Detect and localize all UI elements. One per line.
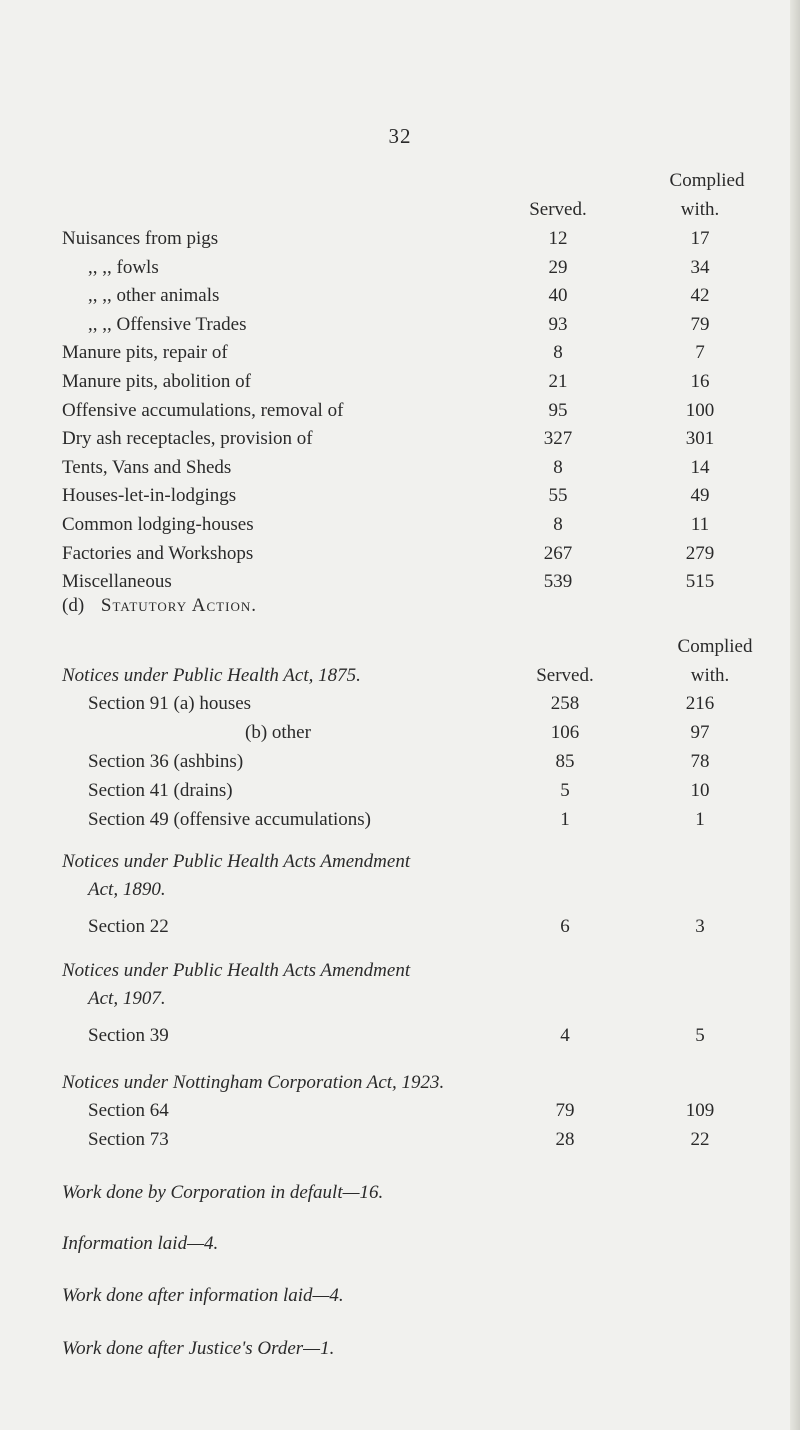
act1-row-complied: 78 <box>690 751 710 772</box>
act1-row-label: Section 41 (drains) <box>88 780 233 801</box>
act1-row <box>0 780 800 808</box>
nuisances-row-label: Miscellaneous <box>62 571 172 593</box>
nuisances-row <box>0 285 800 313</box>
nuisances-row-label: ,, ,, fowls <box>88 256 159 278</box>
complied-header-bottom: with. <box>680 199 720 220</box>
nuisances-row-complied: 279 <box>685 542 715 564</box>
nuisances-row-label: Common lodging-houses <box>62 514 254 535</box>
nuisances-row-complied: 49 <box>690 485 710 507</box>
nuisances-row-label: Factories and Workshops <box>62 542 254 564</box>
act1-row-label: Section 49 (offensive accumulations) <box>88 809 371 830</box>
footnote-default: Work done by Corporation in default—16. <box>62 1182 384 1203</box>
statutory-heading-text: Statutory Action. <box>100 595 257 616</box>
act1-row-served: 85 <box>555 751 575 772</box>
nuisances-row <box>0 457 800 485</box>
nuisances-row-label: Manure pits, repair of <box>62 342 228 364</box>
nuisances-row-complied: 42 <box>690 285 710 307</box>
nuisances-row-complied: 7 <box>695 342 705 364</box>
nuisances-row-label: Nuisances from pigs <box>62 228 219 249</box>
statutory-heading-prefix: (d) <box>62 595 85 616</box>
nuisances-row <box>0 428 800 456</box>
nuisances-row-complied: 100 <box>685 399 715 421</box>
nuisances-row-served: 12 <box>548 228 568 249</box>
act1-row-label: (b) other <box>245 722 311 743</box>
act2-title-line1: Notices under Public Health Acts Amendment <box>62 851 411 872</box>
nuisances-row <box>0 371 800 399</box>
act1-title: Notices under Public Health Act, 1875. <box>62 665 361 686</box>
act4-row-label: Section 73 <box>88 1128 169 1150</box>
nuisances-row-complied: 16 <box>690 371 710 392</box>
act1-complied-header-bottom: with. <box>690 665 730 686</box>
nuisances-row-label: Houses-let-in-lodgings <box>62 485 237 507</box>
act1-row-complied: 10 <box>690 780 710 801</box>
act2-row-served: 6 <box>560 916 570 937</box>
nuisances-row-complied: 11 <box>690 514 710 535</box>
nuisances-row <box>0 314 800 342</box>
act1-row-complied: 216 <box>685 693 715 714</box>
nuisances-row <box>0 400 800 428</box>
act1-row <box>0 693 800 721</box>
act4-row <box>0 1100 800 1128</box>
nuisances-row-label: ,, ,, Offensive Trades <box>88 313 247 335</box>
act1-row-complied: 1 <box>695 809 705 830</box>
nuisances-row-served: 267 <box>543 542 573 564</box>
footnote-work-after-order: Work done after Justice's Order—1. <box>62 1338 335 1359</box>
nuisances-row-served: 40 <box>548 285 568 307</box>
nuisances-row-served: 93 <box>548 313 568 335</box>
act1-served-header: Served. <box>536 665 594 686</box>
nuisances-row-served: 55 <box>548 485 568 507</box>
nuisances-row-served: 327 <box>543 428 573 450</box>
nuisances-row-served: 21 <box>548 371 568 392</box>
act3-title-line1: Notices under Public Health Acts Amendment <box>62 960 411 981</box>
act1-row <box>0 722 800 750</box>
nuisances-row <box>0 514 800 542</box>
nuisances-row-complied: 17 <box>690 228 710 249</box>
page-edge-shadow <box>790 0 800 1430</box>
act4-row-served: 28 <box>555 1128 575 1150</box>
act3-row-complied: 5 <box>695 1025 705 1046</box>
footnote-work-after-information: Work done after information laid—4. <box>62 1285 344 1306</box>
statutory-heading <box>62 595 257 617</box>
nuisances-row <box>0 342 800 370</box>
act3-row-label: Section 39 <box>88 1025 169 1046</box>
nuisances-row-complied: 515 <box>685 571 715 593</box>
act4-title: Notices under Nottingham Corporation Act, 1923. <box>62 1072 445 1093</box>
act1-row-label: Section 91 (a) houses <box>88 693 252 714</box>
act3-title-line2: Act, 1907. <box>88 988 166 1009</box>
nuisances-row <box>0 485 800 513</box>
act1-row-label: Section 36 (ashbins) <box>88 751 244 772</box>
act1-row-served: 1 <box>560 809 570 830</box>
act2-row-complied: 3 <box>695 916 705 937</box>
act2-row-label: Section 22 <box>88 916 169 937</box>
nuisances-row-complied: 79 <box>690 313 710 335</box>
act1-row-served: 106 <box>550 722 580 743</box>
page-number: 32 <box>388 124 412 148</box>
nuisances-row-served: 8 <box>553 514 563 535</box>
act1-complied-header-top: Complied <box>677 636 753 657</box>
act2-row <box>0 916 800 944</box>
act1-row <box>0 751 800 779</box>
act1-row-served: 258 <box>550 693 580 714</box>
nuisances-row <box>0 228 800 256</box>
act3-row <box>0 1025 800 1053</box>
footnote-information-laid: Information laid—4. <box>62 1233 219 1254</box>
act2-title-line2: Act, 1890. <box>88 879 166 900</box>
nuisances-row <box>0 257 800 285</box>
nuisances-row-served: 29 <box>548 256 568 278</box>
served-header: Served. <box>529 199 587 220</box>
nuisances-row-complied: 34 <box>690 256 710 278</box>
act4-row-complied: 22 <box>690 1128 710 1150</box>
nuisances-row-label: Offensive accumulations, removal of <box>62 399 344 421</box>
act1-row <box>0 809 800 837</box>
nuisances-row-label: Dry ash receptacles, provision of <box>62 428 313 450</box>
nuisances-row-label: Tents, Vans and Sheds <box>62 456 232 478</box>
nuisances-row-label: ,, ,, other animals <box>88 285 220 307</box>
act3-row-served: 4 <box>560 1025 570 1046</box>
nuisances-row-served: 8 <box>553 342 563 364</box>
act4-row <box>0 1129 800 1157</box>
complied-header-top: Complied <box>669 170 745 191</box>
act4-row-complied: 109 <box>685 1100 715 1121</box>
act1-row-served: 5 <box>560 780 570 801</box>
nuisances-row-served: 8 <box>553 456 563 478</box>
nuisances-row-complied: 301 <box>685 428 715 450</box>
nuisances-row-served: 95 <box>548 399 568 421</box>
nuisances-row <box>0 543 800 571</box>
nuisances-row-served: 539 <box>543 571 573 593</box>
act4-row-label: Section 64 <box>88 1100 169 1121</box>
nuisances-row-complied: 14 <box>690 456 710 478</box>
act1-row-complied: 97 <box>690 722 710 743</box>
act4-row-served: 79 <box>555 1100 575 1121</box>
nuisances-row-label: Manure pits, abolition of <box>62 371 251 392</box>
